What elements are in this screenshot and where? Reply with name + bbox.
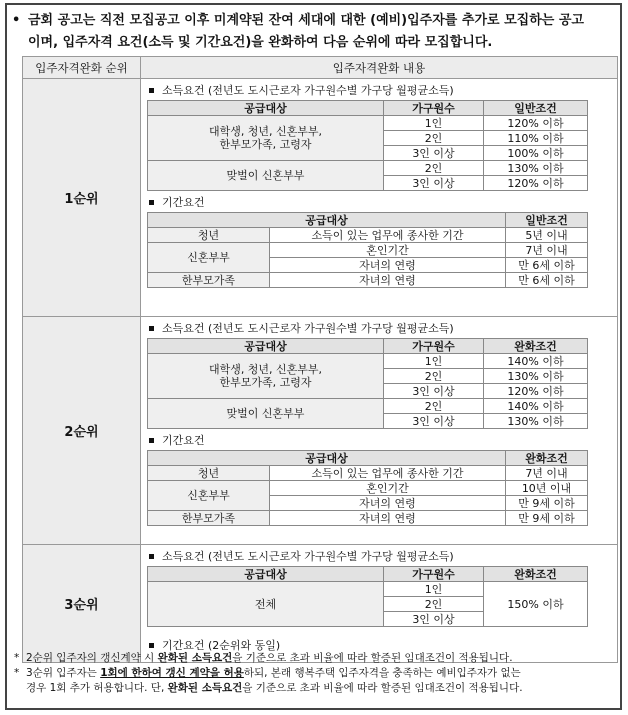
- target-dual-income: 맞벌이 신혼부부: [148, 161, 384, 191]
- criteria-cell: 자녀의 연령: [270, 273, 506, 288]
- col-target: 공급대상: [148, 451, 506, 466]
- condition-cell: 100% 이하: [484, 146, 588, 161]
- col-condition: 완화조건: [484, 339, 588, 354]
- criteria-cell: 혼인기간: [270, 481, 506, 496]
- criteria-cell: 자녀의 연령: [270, 258, 506, 273]
- col-target: 공급대상: [148, 339, 384, 354]
- rank2-period-table: [147, 450, 588, 526]
- relaxation-table: [22, 56, 618, 663]
- criteria-cell: 혼인기간: [270, 243, 506, 258]
- rank3-period-title: 기간요건 (2순위와 동일): [149, 637, 611, 655]
- value-cell: 5년 이내: [506, 228, 588, 243]
- square-bullet-icon: [149, 326, 154, 331]
- footnote-2: * 3순위 입주자는 1회에 한하여 갱신 계약을 허용하되, 본래 행복주택 입주자격을 충족하는 예비입주자가 없는 경우 1회 추가 허용합니다. 단, 완화된 소득요건을 기준으로 초과 비율에 따라 할증된 임대조건이 적용됩니다.: [14, 667, 523, 694]
- rank3-content: [141, 545, 618, 663]
- footnotes: [14, 651, 618, 696]
- col-condition: 완화조건: [484, 567, 588, 582]
- target-single-parent: 한부모가족: [148, 511, 270, 526]
- condition-cell: 150% 이하: [484, 582, 588, 627]
- col-target: 공급대상: [148, 101, 384, 116]
- rank1-content: [141, 79, 618, 317]
- intro-line-1: 금회 공고는 직전 모집공고 이후 미계약된 잔여 세대에 대한 (예비)입주자를 추가로 모집하는 공고: [28, 13, 584, 28]
- square-bullet-icon: [149, 554, 154, 559]
- rank2-income-table: [147, 338, 588, 429]
- rank1-income-table: [147, 100, 588, 191]
- condition-cell: 130% 이하: [484, 414, 588, 429]
- target-newlyweds: 신혼부부: [148, 481, 270, 511]
- asterisk-icon: *: [14, 652, 20, 664]
- rank2-row: [23, 317, 618, 545]
- rank2-period-title: 기간요건: [149, 432, 611, 450]
- household-cell: 2인: [384, 399, 484, 414]
- condition-cell: 130% 이하: [484, 161, 588, 176]
- target-youth: 청년: [148, 466, 270, 481]
- square-bullet-icon: [149, 643, 154, 648]
- household-cell: 1인: [384, 582, 484, 597]
- condition-cell: 130% 이하: [484, 369, 588, 384]
- condition-cell: 120% 이하: [484, 176, 588, 191]
- target-youth: 청년: [148, 228, 270, 243]
- condition-cell: 120% 이하: [484, 384, 588, 399]
- household-cell: 2인: [384, 131, 484, 146]
- col-household: 가구원수: [384, 101, 484, 116]
- header-content: 입주자격완화 내용: [141, 57, 618, 79]
- square-bullet-icon: [149, 438, 154, 443]
- target-all: 전체: [148, 582, 384, 627]
- rank1-period-title: 기간요건: [149, 194, 611, 212]
- household-cell: 3인 이상: [384, 612, 484, 627]
- condition-cell: 110% 이하: [484, 131, 588, 146]
- header-rank: 입주자격완화 순위: [23, 57, 141, 79]
- value-cell: 만 9세 이하: [506, 511, 588, 526]
- rank2-label: 2순위: [23, 317, 141, 545]
- household-cell: 3인 이상: [384, 384, 484, 399]
- household-cell: 3인 이상: [384, 414, 484, 429]
- rank3-income-table: [147, 566, 588, 627]
- criteria-cell: 자녀의 연령: [270, 496, 506, 511]
- household-cell: 3인 이상: [384, 176, 484, 191]
- col-condition: 완화조건: [506, 451, 588, 466]
- criteria-cell: 자녀의 연령: [270, 511, 506, 526]
- household-cell: 2인: [384, 369, 484, 384]
- criteria-cell: 소득이 있는 업무에 종사한 기간: [270, 466, 506, 481]
- value-cell: 만 6세 이하: [506, 273, 588, 288]
- rank1-label: 1순위: [23, 79, 141, 317]
- value-cell: 7년 이내: [506, 466, 588, 481]
- asterisk-icon: *: [14, 667, 20, 679]
- criteria-cell: 소득이 있는 업무에 종사한 기간: [270, 228, 506, 243]
- household-cell: 1인: [384, 354, 484, 369]
- household-cell: 2인: [384, 161, 484, 176]
- rank1-period-table: [147, 212, 588, 288]
- target-general: 대학생, 청년, 신혼부부, 한부모가족, 고령자: [148, 354, 384, 399]
- rank3-income-title: 소득요건 (전년도 도시근로자 가구원수별 가구당 월평균소득): [149, 548, 611, 566]
- rank1-income-title: 소득요건 (전년도 도시근로자 가구원수별 가구당 월평균소득): [149, 82, 611, 100]
- target-newlyweds: 신혼부부: [148, 243, 270, 273]
- rank1-row: [23, 79, 618, 317]
- value-cell: 만 6세 이하: [506, 258, 588, 273]
- rank3-label: 3순위: [23, 545, 141, 663]
- bullet-icon: •: [12, 13, 21, 28]
- rank3-row: [23, 545, 618, 663]
- target-general: 대학생, 청년, 신혼부부, 한부모가족, 고령자: [148, 116, 384, 161]
- condition-cell: 140% 이하: [484, 399, 588, 414]
- household-cell: 2인: [384, 597, 484, 612]
- square-bullet-icon: [149, 200, 154, 205]
- condition-cell: 120% 이하: [484, 116, 588, 131]
- col-target: 공급대상: [148, 213, 506, 228]
- col-target: 공급대상: [148, 567, 384, 582]
- household-cell: 1인: [384, 116, 484, 131]
- col-condition: 일반조건: [506, 213, 588, 228]
- household-cell: 3인 이상: [384, 146, 484, 161]
- footnote-1: * 2순위 입주자의 갱신계약 시 완화된 소득요건을 기준으로 초과 비율에 따라 할증된 임대조건이 적용됩니다.: [14, 652, 513, 664]
- col-household: 가구원수: [384, 339, 484, 354]
- col-condition: 일반조건: [484, 101, 588, 116]
- square-bullet-icon: [149, 88, 154, 93]
- rank2-income-title: 소득요건 (전년도 도시근로자 가구원수별 가구당 월평균소득): [149, 320, 611, 338]
- value-cell: 7년 이내: [506, 243, 588, 258]
- value-cell: 만 9세 이하: [506, 496, 588, 511]
- value-cell: 10년 이내: [506, 481, 588, 496]
- target-single-parent: 한부모가족: [148, 273, 270, 288]
- intro-paragraph: [12, 10, 616, 54]
- col-household: 가구원수: [384, 567, 484, 582]
- condition-cell: 140% 이하: [484, 354, 588, 369]
- intro-line-2: 이며, 입주자격 요건(소득 및 기간요건)을 완화하여 다음 순위에 따라 모집합니다.: [28, 35, 493, 50]
- target-dual-income: 맞벌이 신혼부부: [148, 399, 384, 429]
- table-header-row: [23, 57, 618, 79]
- rank2-content: [141, 317, 618, 545]
